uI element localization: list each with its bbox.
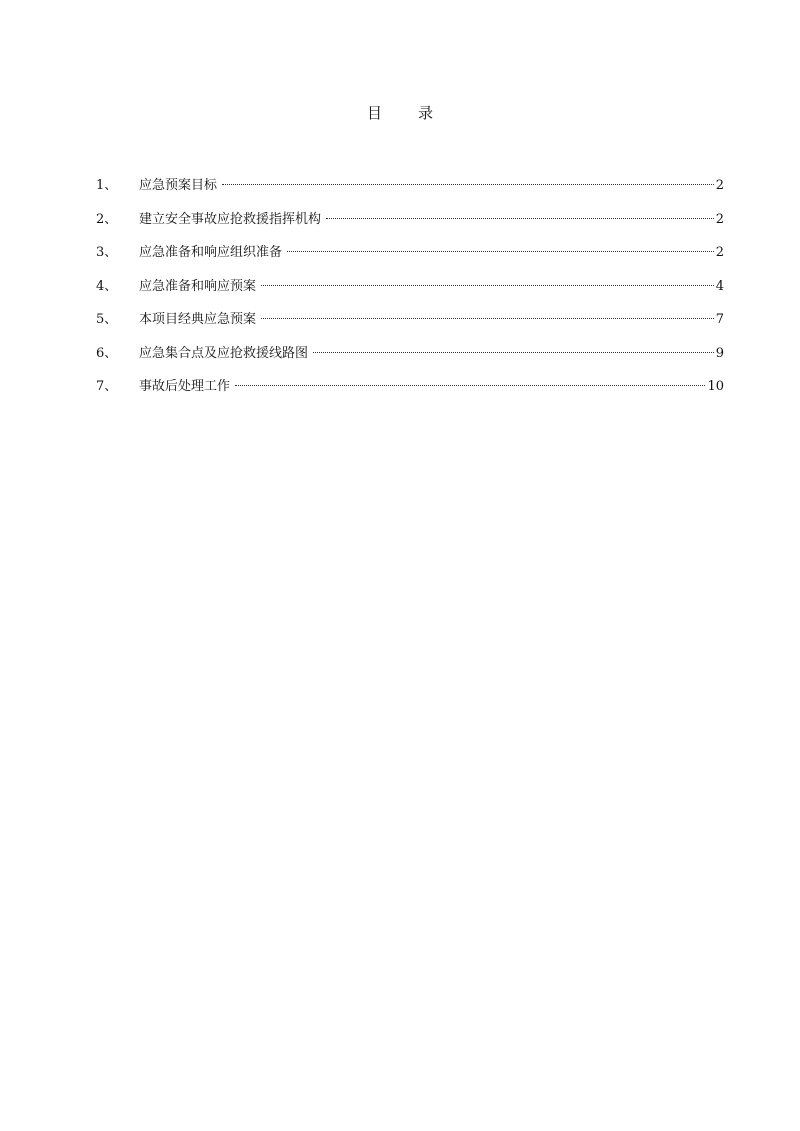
toc-entry-number: 7、 [96,379,118,394]
toc-entry-number: 3、 [96,245,118,260]
toc-entry-number: 6、 [96,345,118,361]
toc-entry-number: 4、 [96,278,118,294]
dot-leader [235,385,705,386]
toc-entry-page[interactable]: 4 [715,278,724,294]
dot-leader [222,184,714,185]
toc-entry-number: 5、 [96,312,118,327]
toc-entry-title[interactable]: 应急准备和响应预案 [139,278,257,294]
toc-entry-2[interactable] [96,210,724,244]
dot-leader [261,318,714,319]
title-char-left: 目 [366,104,382,122]
dot-leader [287,251,714,252]
toc-entry-title[interactable]: 应急准备和响应组织准备 [139,245,283,260]
toc-entry-title[interactable]: 应急预案目标 [139,178,218,193]
toc-entry-page[interactable]: 2 [715,245,724,260]
toc-entry-title[interactable]: 建立安全事故应抢救援指挥机构 [139,211,322,227]
toc-entry-page[interactable]: 2 [715,211,724,227]
toc-entry-6[interactable] [96,344,724,378]
toc-entry-number: 1、 [96,178,118,193]
toc-entry-5[interactable] [96,310,724,344]
dot-leader [261,285,714,286]
toc-entry-7[interactable] [96,377,724,411]
toc-entry-title[interactable]: 事故后处理工作 [139,379,231,394]
dot-leader [326,218,714,219]
dot-leader [313,352,714,353]
toc-entry-title[interactable]: 应急集合点及应抢救援线路图 [139,345,309,361]
page-title [0,102,800,123]
toc-entry-page[interactable]: 10 [707,379,724,394]
title-char-right: 录 [418,104,434,122]
toc-entry-4[interactable] [96,277,724,311]
toc-entry-3[interactable] [96,243,724,277]
toc-entry-page[interactable]: 7 [715,312,724,327]
toc-entry-1[interactable] [96,176,724,210]
toc-entry-page[interactable]: 9 [715,345,724,361]
table-of-contents [96,176,724,411]
toc-entry-number: 2、 [96,211,118,227]
toc-entry-page[interactable]: 2 [715,178,724,193]
toc-entry-title[interactable]: 本项目经典应急预案 [139,312,257,327]
